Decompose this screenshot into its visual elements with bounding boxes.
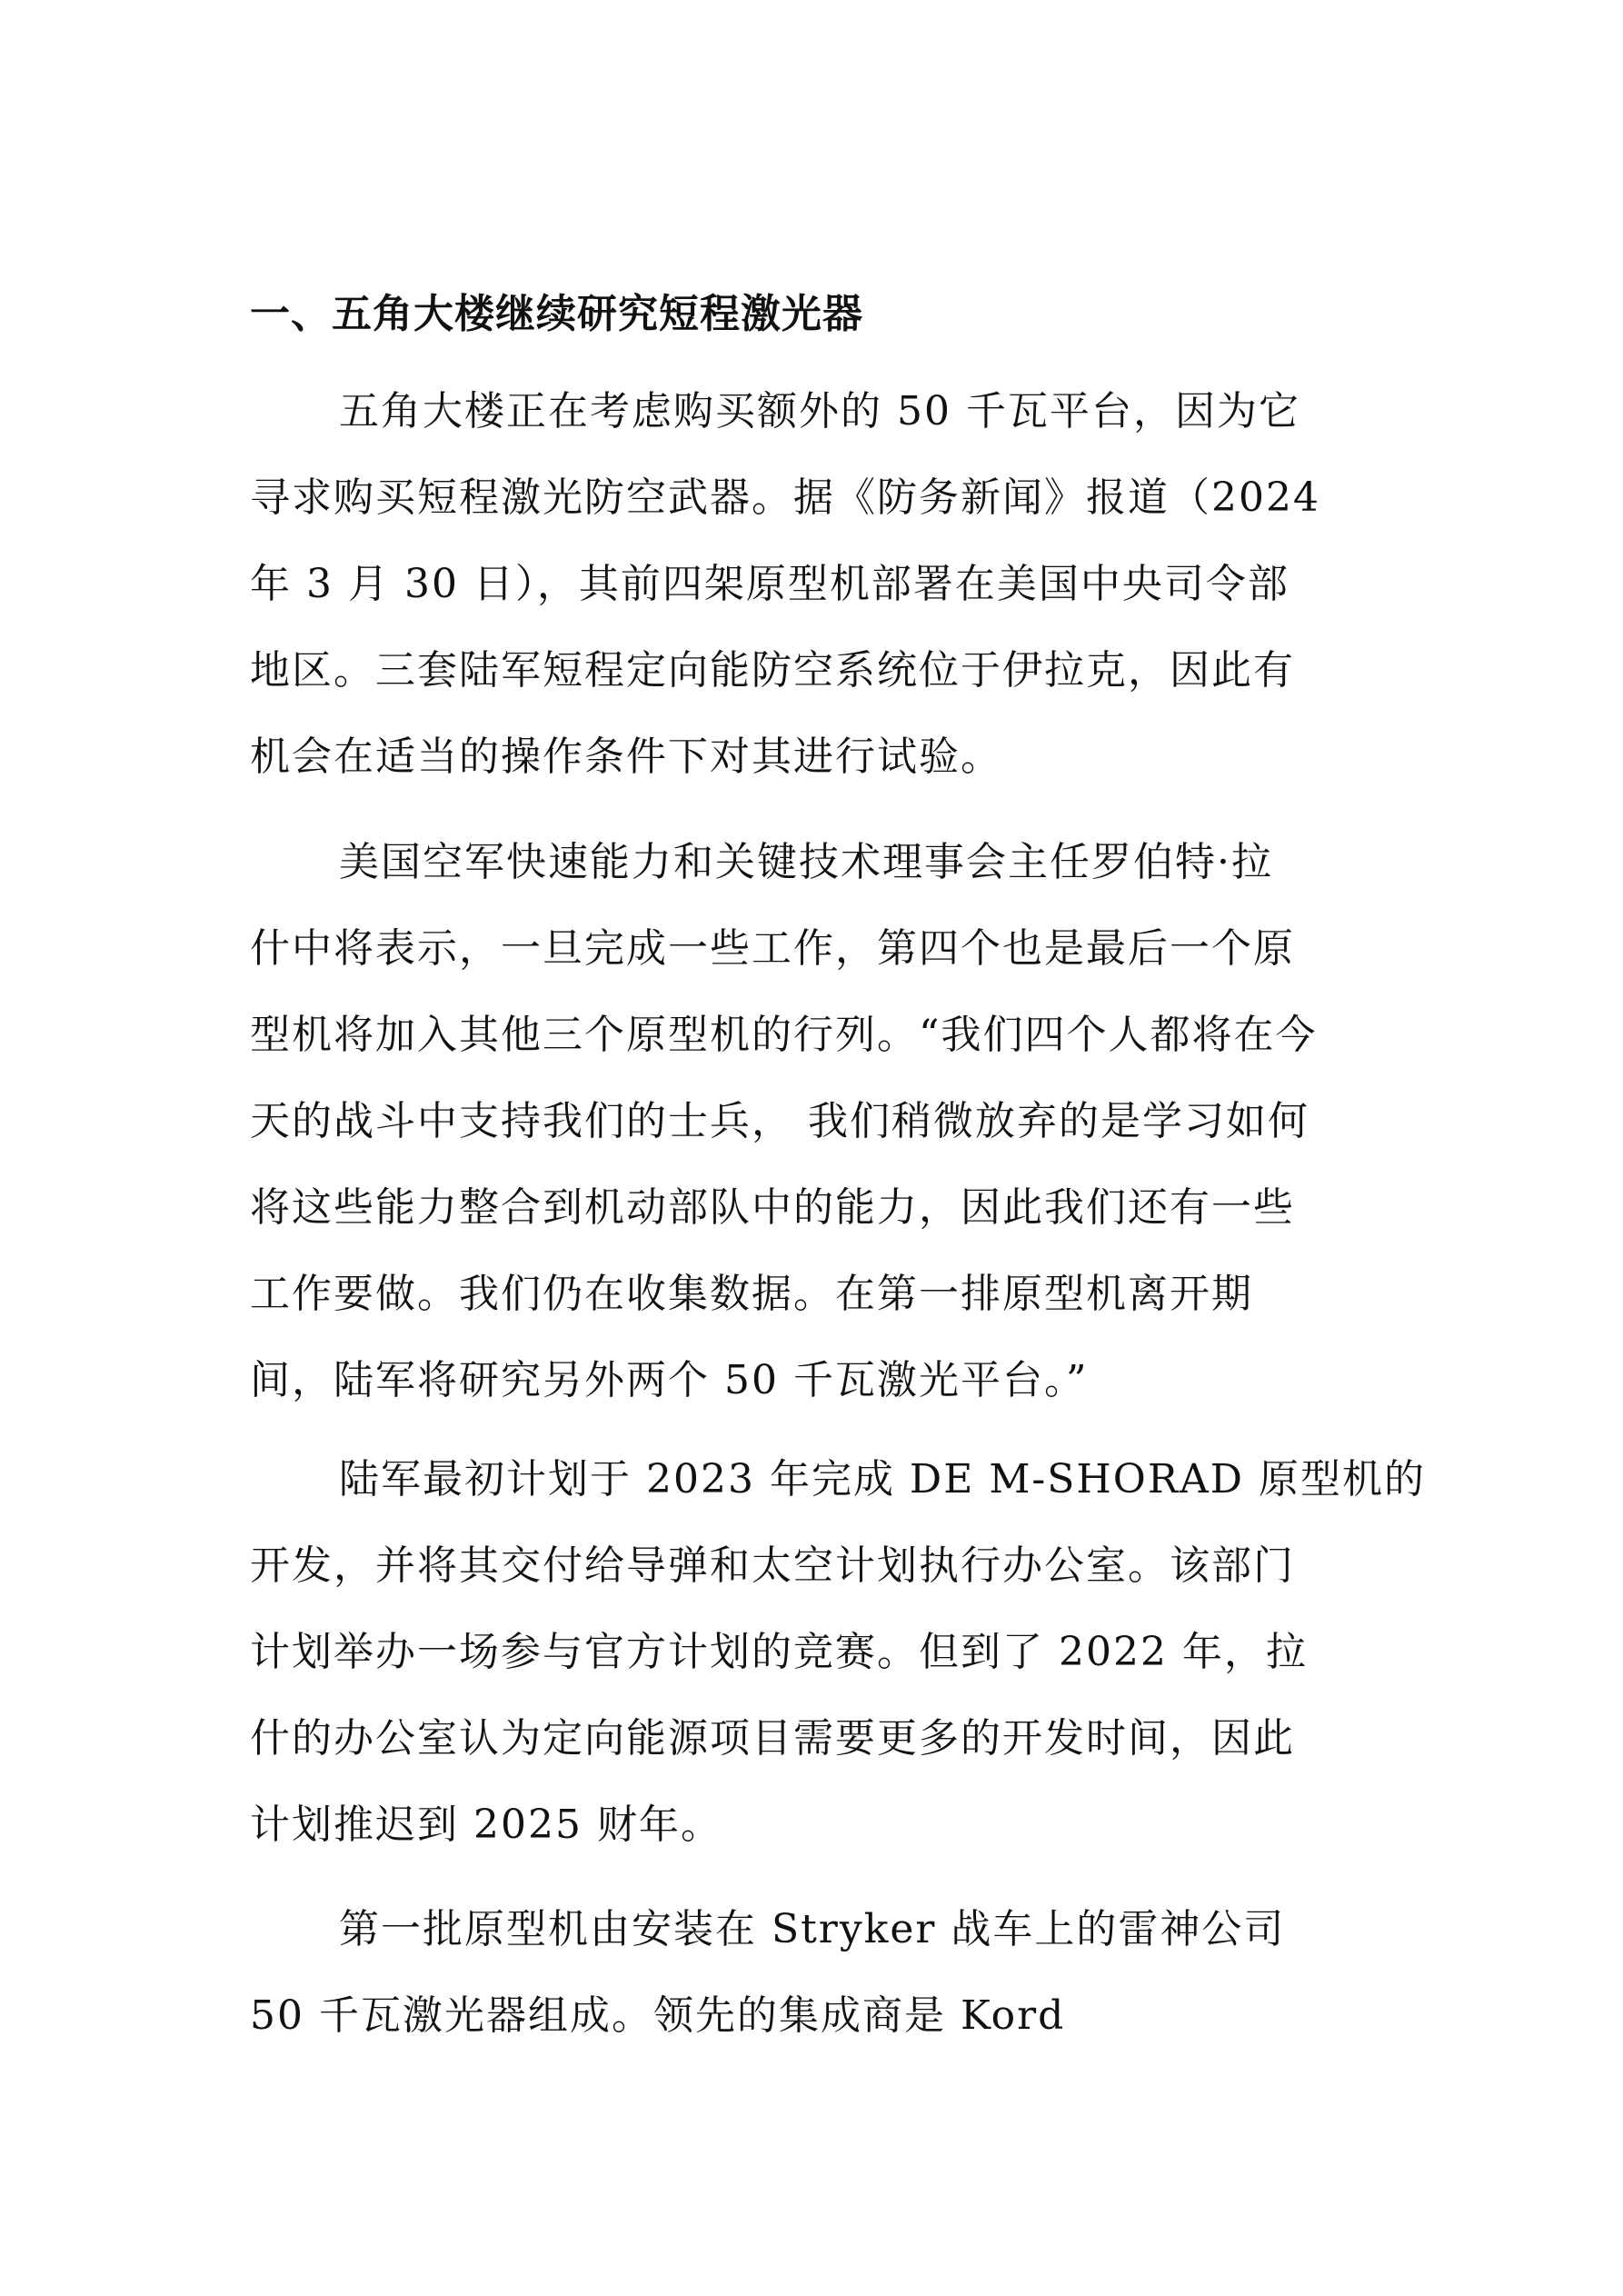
text-line: 工作要做。我们仍在收集数据。在第一排原型机离开期 (250, 1271, 1253, 1317)
text-line: 年 3 月 30 日），其前四架原型机部署在美国中央司令部 (250, 561, 1289, 607)
text-line: 第一批原型机由安装在 Stryker 战车上的雷神公司 (339, 1906, 1286, 1952)
text-line: 50 千瓦激光器组成。领先的集成商是 Kord (250, 1992, 1066, 2039)
text-line: 什中将表示，一旦完成一些工作，第四个也是最后一个原 (250, 925, 1295, 972)
text-line: 将这些能力整合到机动部队中的能力，因此我们还有一些 (250, 1184, 1295, 1231)
text-line: 机会在适当的操作条件下对其进行试验。 (250, 734, 1002, 780)
text-line: 开发，并将其交付给导弹和太空计划执行办公室。该部门 (250, 1542, 1295, 1589)
text-line: 计划举办一场参与官方计划的竞赛。但到了 2022 年，拉 (250, 1629, 1308, 1675)
text-line: 陆军最初计划于 2023 年完成 DE M-SHORAD 原型机的 (339, 1456, 1426, 1502)
text-line: 美国空军快速能力和关键技术理事会主任罗伯特·拉 (339, 839, 1273, 885)
text-line: 计划推迟到 2025 财年。 (250, 1802, 722, 1848)
text-line: 五角大楼正在考虑购买额外的 50 千瓦平台，因为它 (339, 388, 1300, 434)
text-line: 地区。三套陆军短程定向能防空系统位于伊拉克，因此有 (250, 647, 1295, 694)
text-line: 间，陆军将研究另外两个 50 千瓦激光平台。” (250, 1357, 1089, 1403)
paragraph-1 (250, 368, 1386, 800)
text-line: 型机将加入其他三个原型机的行列。“我们四个人都将在今 (250, 1012, 1318, 1058)
text-line: 寻求购买短程激光防空武器。据《防务新闻》报道（2024 (250, 474, 1320, 521)
paragraph-3 (250, 1436, 1426, 1868)
paragraph-2 (250, 819, 1386, 1423)
section-heading: 一、五角大楼继续研究短程激光器 (250, 291, 863, 337)
paragraph-4 (250, 1886, 1386, 2059)
text-line: 什的办公室认为定向能源项目需要更多的开发时间，因此 (250, 1715, 1295, 1762)
text-line: 天的战斗中支持我们的士兵， 我们稍微放弃的是学习如何 (250, 1098, 1309, 1144)
